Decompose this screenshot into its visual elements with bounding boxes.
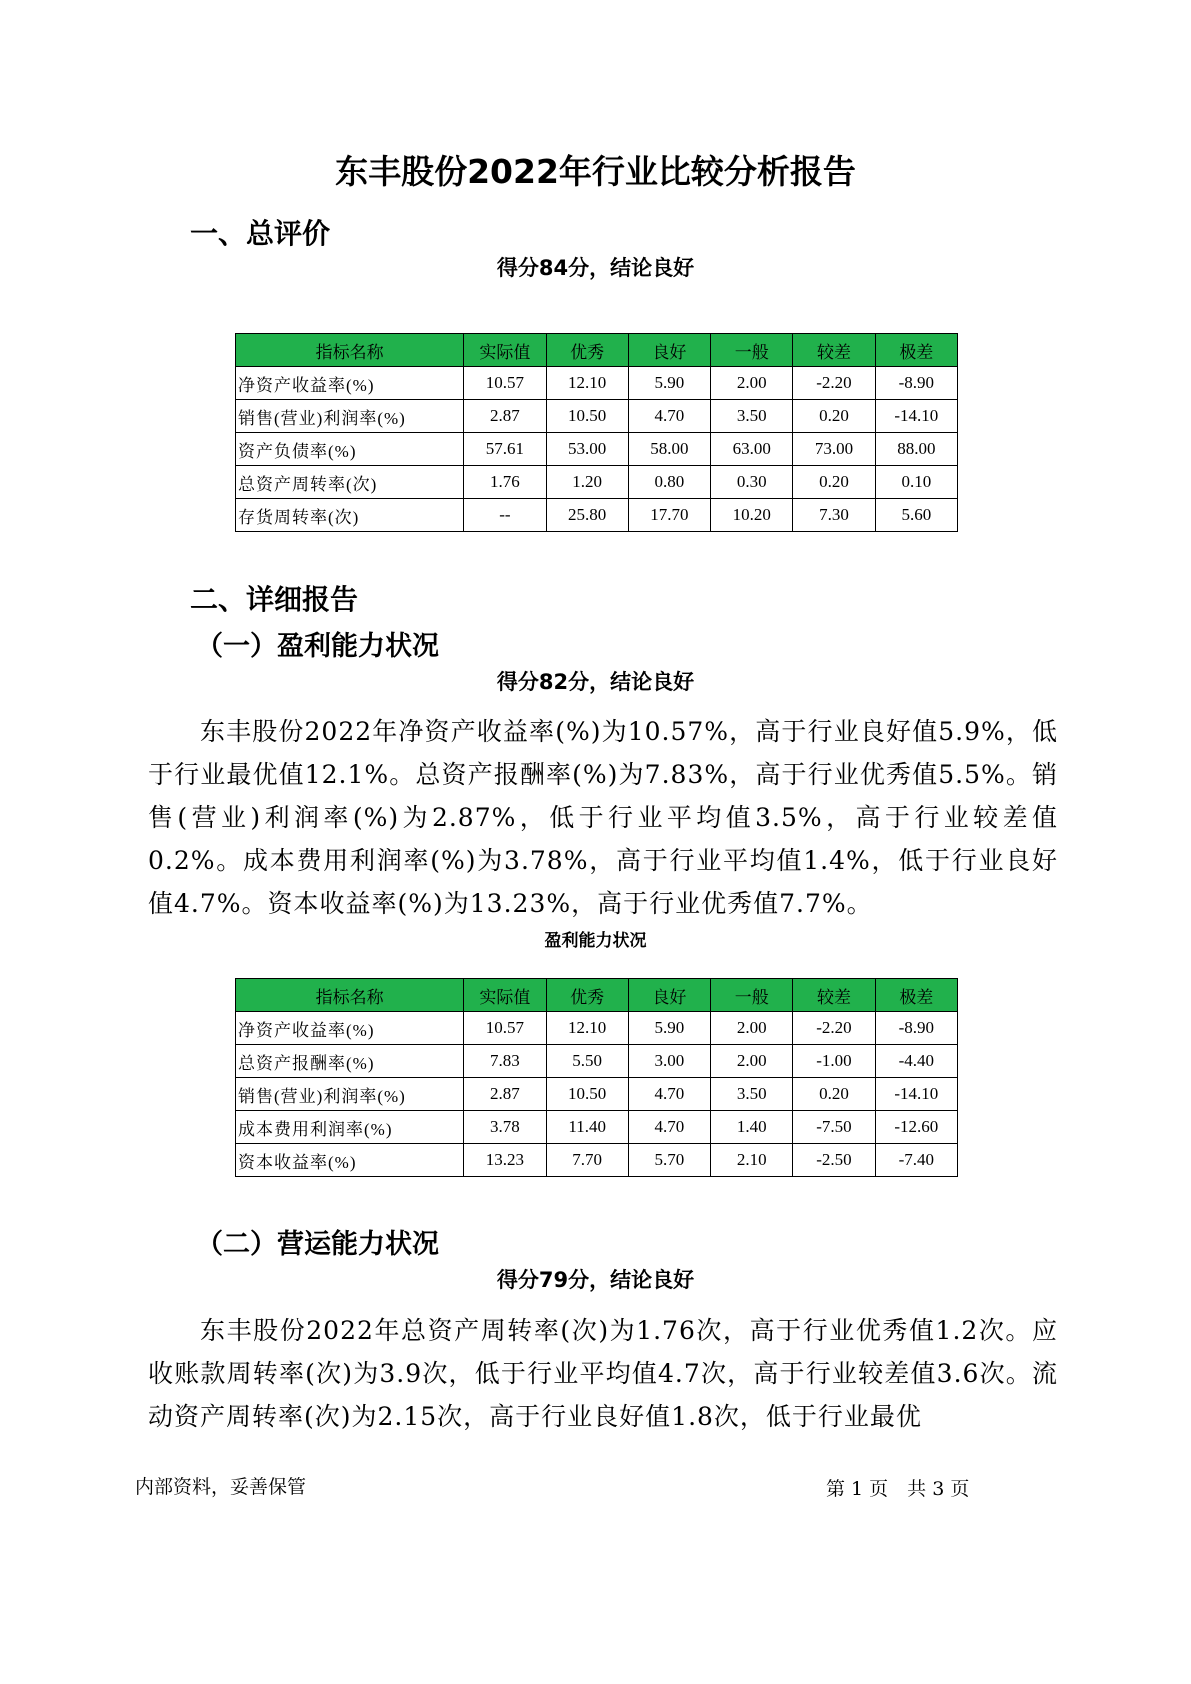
profitability-table-col-header: 一般 xyxy=(711,979,793,1012)
overall-table-cell: 10.20 xyxy=(711,499,793,532)
profitability-table-cell: -2.50 xyxy=(793,1144,875,1177)
profitability-table-indicator-name: 资本收益率(%) xyxy=(236,1144,464,1177)
profitability-table-indicator-name: 总资产报酬率(%) xyxy=(236,1045,464,1078)
profitability-table-cell: 0.20 xyxy=(793,1078,875,1111)
profitability-table-col-header: 指标名称 xyxy=(236,979,464,1012)
profitability-table-cell: 7.70 xyxy=(546,1144,628,1177)
overall-table-cell: 5.60 xyxy=(875,499,957,532)
overall-table-row xyxy=(236,433,958,466)
overall-table-indicator-name: 销售(营业)利润率(%) xyxy=(236,400,464,433)
profitability-table-cell: 5.50 xyxy=(546,1045,628,1078)
overall-table-indicator-name: 净资产收益率(%) xyxy=(236,367,464,400)
profitability-table-col-header: 较差 xyxy=(793,979,875,1012)
overall-table-cell: 17.70 xyxy=(628,499,710,532)
overall-table-cell: 0.20 xyxy=(793,400,875,433)
profitability-table-cell: 11.40 xyxy=(546,1111,628,1144)
overall-table-cell: 1.20 xyxy=(546,466,628,499)
overall-table-cell: 10.50 xyxy=(546,400,628,433)
overall-table-cell: 57.61 xyxy=(464,433,546,466)
overall-table-col-header: 优秀 xyxy=(546,334,628,367)
overall-table-indicator-name: 存货周转率(次) xyxy=(236,499,464,532)
profitability-table-cell: -14.10 xyxy=(875,1078,957,1111)
overall-table-cell: 0.10 xyxy=(875,466,957,499)
profitability-table-cell: 2.00 xyxy=(711,1012,793,1045)
overall-table-cell: 53.00 xyxy=(546,433,628,466)
overall-table-cell: -- xyxy=(464,499,546,532)
profitability-table-cell: -2.20 xyxy=(793,1012,875,1045)
overall-table-cell: 25.80 xyxy=(546,499,628,532)
profitability-table-cell: 7.83 xyxy=(464,1045,546,1078)
profitability-table-indicator-name: 净资产收益率(%) xyxy=(236,1012,464,1045)
overall-table-cell: 0.20 xyxy=(793,466,875,499)
profitability-table-row xyxy=(236,1012,958,1045)
profitability-text: 东丰股份2022年净资产收益率(%)为10.57%，高于行业良好值5.9%，低于行业最优值12.1%。总资产报酬率(%)为7.83%，高于行业优秀值5.5%。销售(营业)利润率(%)为2.87%，低于行业平均值3.5%，高于行业较差值0.2%。成本费用利润率(%)为3.78%，高于行业平均值1.4%，低于行业良好值4.7%。资本收益率(%)为13.23%，高于行业优秀值7.7%。 xyxy=(148,717,1058,918)
profitability-table-cell: 12.10 xyxy=(546,1012,628,1045)
profitability-table-row xyxy=(236,1078,958,1111)
overall-table-row xyxy=(236,499,958,532)
profitability-table-cell: 5.70 xyxy=(628,1144,710,1177)
profitability-table-cell: 3.50 xyxy=(711,1078,793,1111)
overall-table-cell: 73.00 xyxy=(793,433,875,466)
overall-table-indicator-name: 总资产周转率(次) xyxy=(236,466,464,499)
overall-table-cell: 12.10 xyxy=(546,367,628,400)
overall-table-cell: -2.20 xyxy=(793,367,875,400)
operation-score-line: 得分79分，结论良好 xyxy=(496,1268,695,1292)
profitability-table-col-header: 优秀 xyxy=(546,979,628,1012)
overall-table-cell: 0.30 xyxy=(711,466,793,499)
overall-table-cell: 63.00 xyxy=(711,433,793,466)
profitability-paragraph xyxy=(148,710,1058,925)
overall-table-cell: 5.90 xyxy=(628,367,710,400)
profitability-table-body xyxy=(236,1012,958,1177)
overall-table-cell: 3.50 xyxy=(711,400,793,433)
profitability-table-indicator-name: 销售(营业)利润率(%) xyxy=(236,1078,464,1111)
profitability-table-caption: 盈利能力状况 xyxy=(544,931,647,951)
overall-table-col-header: 实际值 xyxy=(464,334,546,367)
profitability-table-col-header: 极差 xyxy=(875,979,957,1012)
profitability-table-cell: -1.00 xyxy=(793,1045,875,1078)
overall-table-cell: 10.57 xyxy=(464,367,546,400)
profitability-table xyxy=(235,978,958,1177)
profitability-table-row xyxy=(236,1111,958,1144)
profitability-table-cell: 3.00 xyxy=(628,1045,710,1078)
overall-table-cell: 0.80 xyxy=(628,466,710,499)
page-title: 东丰股份2022年行业比较分析报告 xyxy=(335,152,856,191)
profitability-table-cell: 10.50 xyxy=(546,1078,628,1111)
profitability-table-cell: 13.23 xyxy=(464,1144,546,1177)
overall-table-row xyxy=(236,367,958,400)
profitability-table-cell: 1.40 xyxy=(711,1111,793,1144)
profitability-table-row xyxy=(236,1144,958,1177)
profitability-table-cell: -8.90 xyxy=(875,1012,957,1045)
profitability-table-cell: 10.57 xyxy=(464,1012,546,1045)
operation-paragraph xyxy=(148,1309,1058,1438)
overall-table-cell: 2.00 xyxy=(711,367,793,400)
overall-table-col-header: 良好 xyxy=(628,334,710,367)
overall-table-col-header: 较差 xyxy=(793,334,875,367)
profitability-table-cell: -12.60 xyxy=(875,1111,957,1144)
profitability-score-line: 得分82分，结论良好 xyxy=(496,670,695,694)
overall-table-cell: -8.90 xyxy=(875,367,957,400)
profitability-table-cell: 2.10 xyxy=(711,1144,793,1177)
overall-table xyxy=(235,333,958,532)
profitability-table-row xyxy=(236,1045,958,1078)
overall-table-indicator-name: 资产负债率(%) xyxy=(236,433,464,466)
overall-table-cell: 2.87 xyxy=(464,400,546,433)
overall-table-col-header: 指标名称 xyxy=(236,334,464,367)
profitability-table-cell: 2.87 xyxy=(464,1078,546,1111)
profitability-table-cell: 2.00 xyxy=(711,1045,793,1078)
overall-table-col-header: 极差 xyxy=(875,334,957,367)
overall-table-cell: 7.30 xyxy=(793,499,875,532)
section-heading-overall: 一、总评价 xyxy=(190,217,331,250)
subsection-heading-operation: （二）营运能力状况 xyxy=(196,1229,439,1260)
overall-table-row xyxy=(236,466,958,499)
footer-page-number: 第 1 页 共 3 页 xyxy=(826,1478,970,1500)
profitability-table-cell: -7.40 xyxy=(875,1144,957,1177)
overall-table-cell: -14.10 xyxy=(875,400,957,433)
operation-text: 东丰股份2022年总资产周转率(次)为1.76次，高于行业优秀值1.2次。应收账款周转率(次)为3.9次，低于行业平均值4.7次，高于行业较差值3.6次。流动资产周转率(次)为2.15次，高于行业良好值1.8次，低于行业最优 xyxy=(148,1316,1058,1431)
profitability-table-indicator-name: 成本费用利润率(%) xyxy=(236,1111,464,1144)
profitability-table-cell: -7.50 xyxy=(793,1111,875,1144)
overall-table-cell: 4.70 xyxy=(628,400,710,433)
footer-confidential-note: 内部资料，妥善保管 xyxy=(135,1476,307,1498)
overall-table-header xyxy=(236,334,958,367)
section-heading-detail: 二、详细报告 xyxy=(190,583,359,616)
profitability-table-cell: 4.70 xyxy=(628,1111,710,1144)
overall-score-line: 得分84分，结论良好 xyxy=(496,256,695,280)
overall-table-cell: 58.00 xyxy=(628,433,710,466)
subsection-heading-profitability: （一）盈利能力状况 xyxy=(196,631,439,662)
profitability-table-col-header: 实际值 xyxy=(464,979,546,1012)
profitability-table-header xyxy=(236,979,958,1012)
overall-table-row xyxy=(236,400,958,433)
overall-table-cell: 88.00 xyxy=(875,433,957,466)
overall-table-body xyxy=(236,367,958,532)
profitability-table-cell: 4.70 xyxy=(628,1078,710,1111)
overall-table-cell: 1.76 xyxy=(464,466,546,499)
profitability-table-col-header: 良好 xyxy=(628,979,710,1012)
profitability-table-cell: 5.90 xyxy=(628,1012,710,1045)
profitability-table-cell: -4.40 xyxy=(875,1045,957,1078)
profitability-table-cell: 3.78 xyxy=(464,1111,546,1144)
overall-table-col-header: 一般 xyxy=(711,334,793,367)
